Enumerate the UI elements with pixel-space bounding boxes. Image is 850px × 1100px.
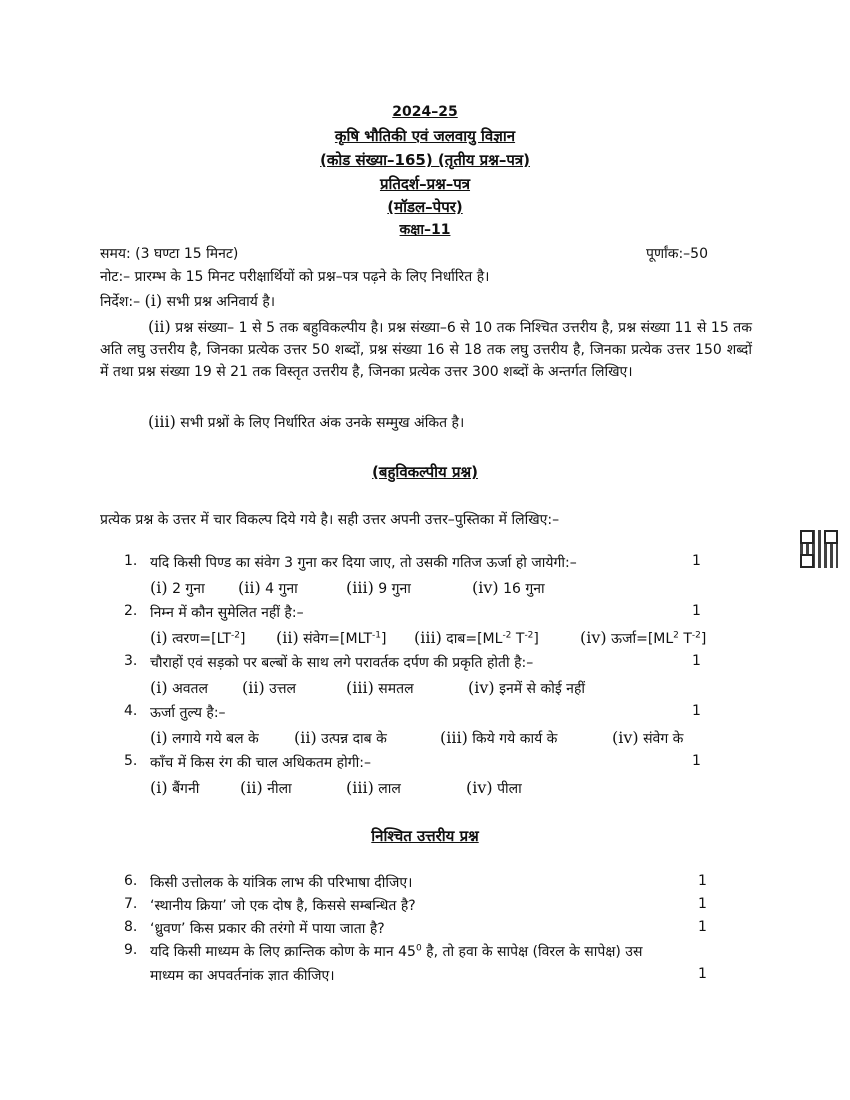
subject-title: कृषि भौतिकी एवं जलवायु विज्ञान [334, 127, 516, 145]
note: नोट:– प्रारम्भ के 15 मिनट परीक्षार्थियों को प्रश्न–पत्र पढ़ने के लिए निर्धारित है। [100, 269, 490, 285]
mcq-intro: प्रत्येक प्रश्न के उत्तर में चार विकल्प दिये गये है। सही उत्तर अपनी उत्तर–पुस्तिका में लिखिए:– [100, 512, 560, 528]
max-marks: पूर्णांक:–50 [646, 246, 708, 262]
instruction-ii: (ii) प्रश्न संख्या– 1 से 5 तक बहुविकल्पीय है। प्रश्न संख्या–6 से 10 तक निश्चित उत्तरीय है, प्रश्न संख्या 11 से 15 तक अति लघु उत्तरीय है, जिनका प्रत्येक उत्तर 50 शब्दों, प्रश्न संख्या 16 से 18 तक लघु उत्तरीय है, जिनका प्रत्येक उत्तर 150 शब्दों में तथा प्रश्न संख्या 19 से 21 तक विस्तृत उत्तरीय है, जिनका प्रत्येक उत्तर 300 शब्दों के अन्तर्गत लिखिए। [100, 317, 753, 380]
section-title-mcq: (बहुविकल्पीय प्रश्न) [372, 463, 478, 481]
year: 2024–25 [392, 104, 458, 120]
instruction-i: निर्देश:– (i) सभी प्रश्न अनिवार्य है। [100, 291, 276, 310]
class-label: कक्षा–11 [399, 222, 451, 238]
time-label: समय: (3 घण्टा 15 मिनट) [100, 246, 239, 262]
model-paper: (मॉडल–पेपर) [387, 198, 463, 216]
qr-code [800, 530, 838, 568]
paper-type: प्रतिदर्श–प्रश्न–पत्र [379, 175, 471, 193]
instruction-iii: (iii) सभी प्रश्नों के लिए निर्धारित अंक उनके सम्मुख अंकित है। [148, 412, 465, 431]
paper-code: (कोड संख्या–165) (तृतीय प्रश्न–पत्र) [320, 151, 530, 169]
section-title-definite: निश्चित उत्तरीय प्रश्न [371, 827, 479, 845]
